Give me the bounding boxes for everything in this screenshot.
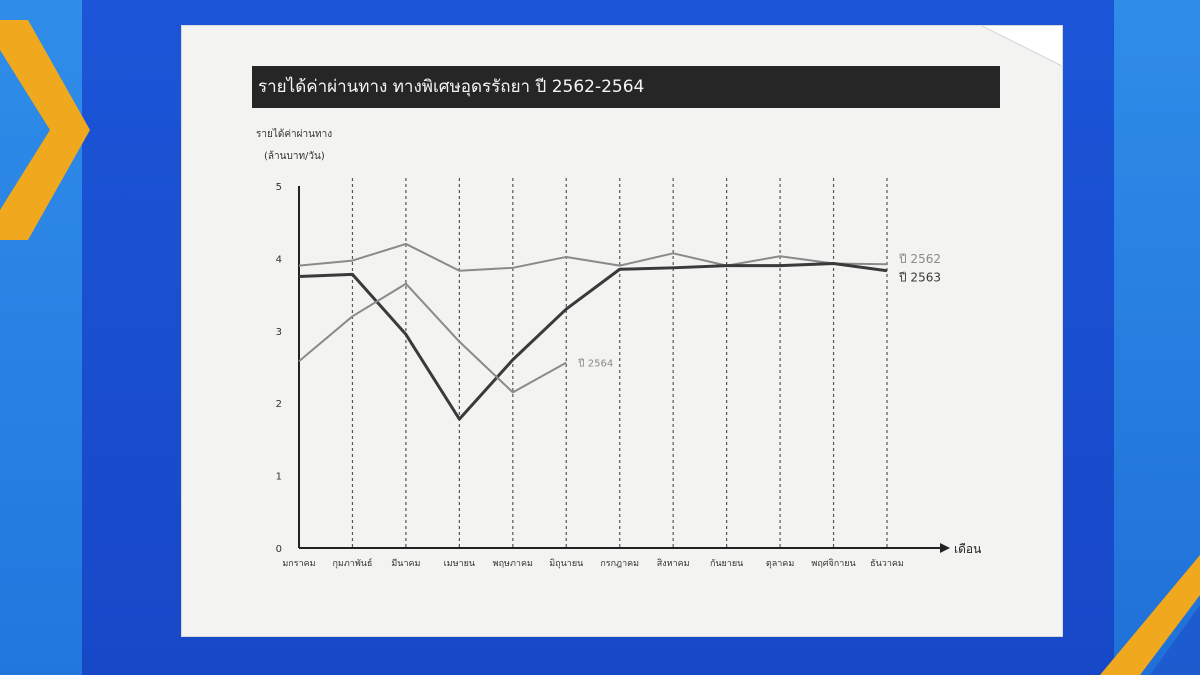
chart-paper [182,26,1062,636]
y-tick-label: 3 [275,326,282,338]
x-axis-arrow [940,543,950,553]
y-tick-label: 0 [275,544,282,555]
series-label: ปี 2563 [899,270,941,285]
chart-title: รายได้ค่าผ่านทาง ทางพิเศษอุดรรัถยา ปี 2562-2564 [258,77,645,97]
x-axis-label: เดือน [954,542,982,556]
y-tick-label: 2 [275,399,282,411]
y-tick-label: 4 [275,254,282,266]
x-tick-label: กรกฎาคม [600,559,640,569]
x-tick-label: ธันวาคม [870,559,904,569]
series-line [299,244,887,271]
page-corner-fold [982,26,1062,66]
series-label: ปี 2564 [578,358,614,370]
x-tick-label: เมษายน [443,559,476,569]
series-label: ปี 2562 [899,252,941,267]
y-tick-label: 1 [275,471,282,483]
x-tick-label: ตุลาคม [765,559,795,569]
y-tick-label: 5 [275,182,282,193]
y-axis-label-line2: (ล้านบาท/วัน) [264,151,325,162]
chevron-decoration-left [0,20,90,260]
y-axis-label-line1: รายได้ค่าผ่านทาง [256,129,333,140]
x-tick-label: มิถุนายน [549,559,584,569]
x-tick-label: มกราคม [282,559,316,569]
x-tick-label: กุมภาพันธ์ [332,559,373,569]
x-tick-label: สิงหาคม [656,559,690,569]
chevron-decoration-right [1090,535,1200,675]
x-tick-label: พฤศจิกายน [811,559,856,569]
x-tick-label: มีนาคม [391,559,421,569]
line-chart [182,26,1062,636]
series-line [299,263,887,419]
x-tick-label: กันยายน [709,559,744,569]
x-tick-label: พฤษภาคม [492,559,533,569]
